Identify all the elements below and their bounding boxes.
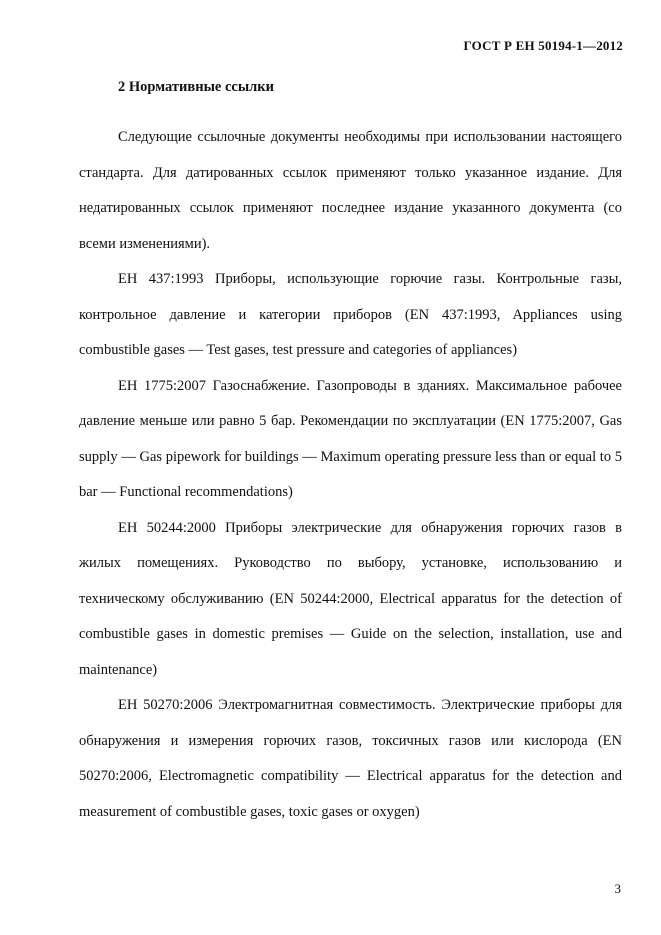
- reference-en-50244: ЕН 50244:2000 Приборы электрические для обнаружения горючих газов в жилых помещениях. Руководство по выбору, установке, использованию и техническому обслуживанию (EN 50244:2000, Electrical apparatus for the detection of combustible gases in domestic premises — Guide on the selection, installation, use and maintenance): [79, 519, 622, 678]
- reference-en-1775: ЕН 1775:2007 Газоснабжение. Газопроводы в зданиях. Максимальное рабочее давление меньше или равно 5 бар. Рекомендации по эксплуатации (EN 1775:2007, Gas supply — Gas pipework for buildings — Maximum operating pressure less than or equal to 5 bar — Functional recommendations): [79, 377, 622, 500]
- page-number: 3: [614, 881, 621, 896]
- document-code-header: ГОСТ Р ЕН 50194-1—2012: [463, 38, 623, 53]
- intro-paragraph: Следующие ссылочные документы необходимы при использовании настоящего стандарта. Для датированных ссылок применяют только указанное издание. Для недатированных ссылок применяют последнее издание указанного документа (со всеми изменениями).: [79, 129, 622, 252]
- section-body: [79, 120, 622, 830]
- section-heading: 2 Нормативные ссылки: [118, 79, 274, 95]
- reference-en-437: ЕН 437:1993 Приборы, использующие горючие газы. Контрольные газы, контрольное давление и категории приборов (EN 437:1993, Appliances using combustible gases — Test gases, test pressure and categories of appliances): [79, 271, 622, 358]
- reference-en-50270: ЕН 50270:2006 Электромагнитная совместимость. Электрические приборы для обнаружения и измерения горючих газов, токсичных газов или кислорода (EN 50270:2006, Electromagnetic compatibility — Electrical apparatus for the detection and measurement of combustible gases, toxic gases or oxygen): [79, 697, 622, 820]
